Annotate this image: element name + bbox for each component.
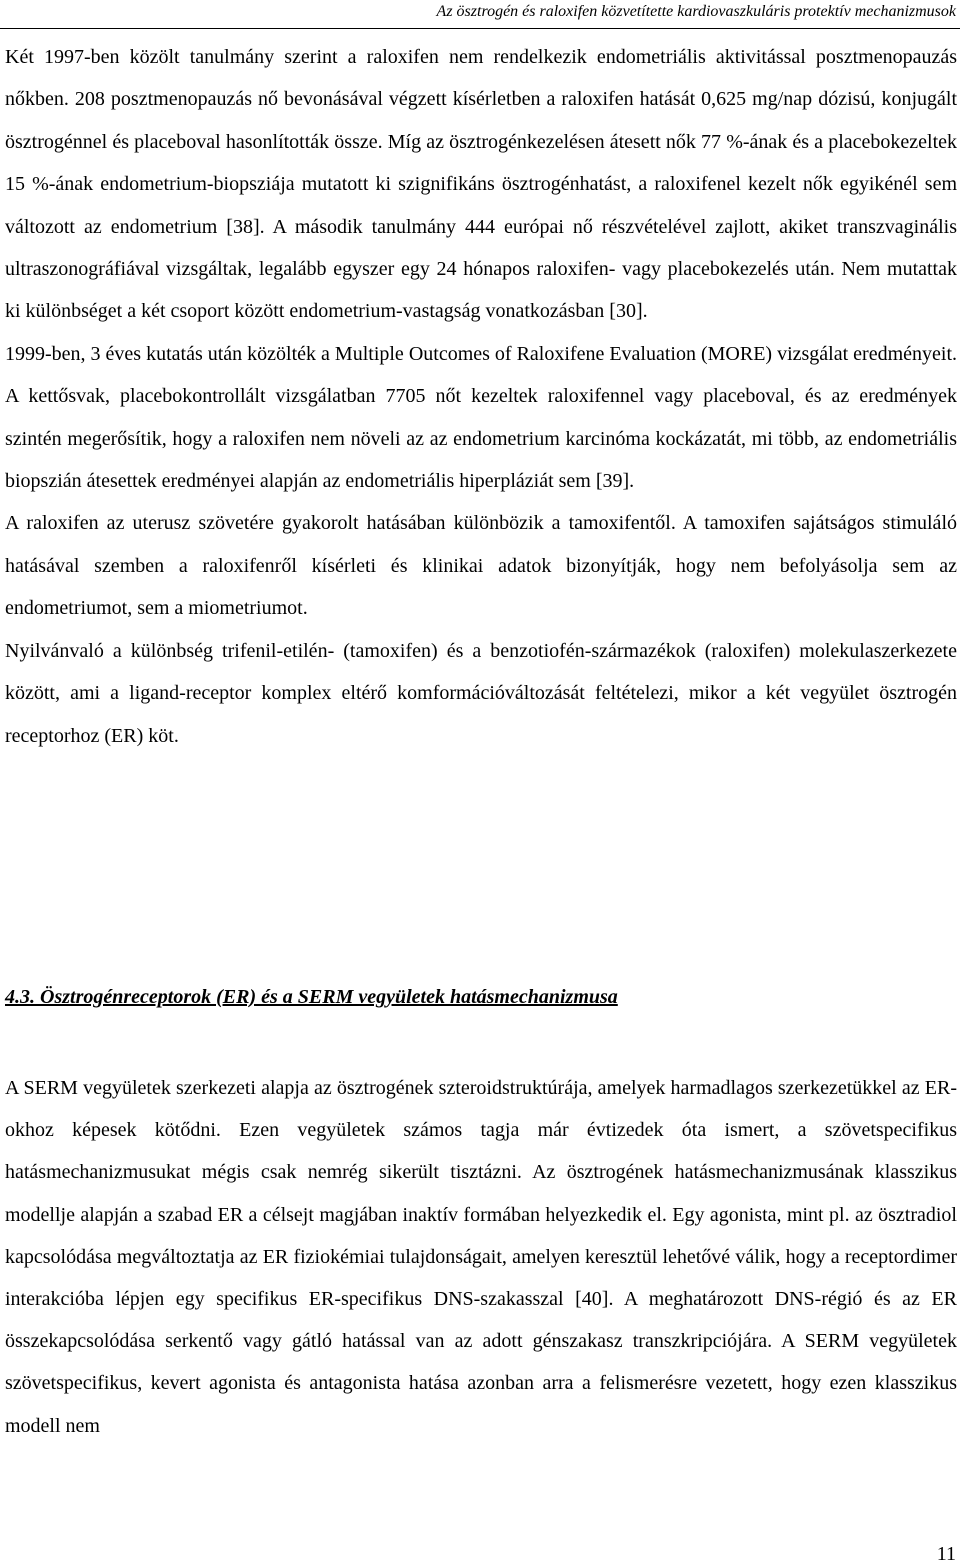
paragraph-more-trial: 1999-ben, 3 éves kutatás után közölték a Multiple Outcomes of Raloxifene Evaluation (MORE) vizsgálat eredményeit. A kettősvak, placebokontrollált vizsgálatban 7705 nőt kezeltek raloxifennel vagy placeboval, és az eredmények szintén megerősítik, hogy a raloxifen nem növeli az az endometrium karcinóma kockázatát, mi több, az endometriális biopszián átesettek eredményei alapján az endometriális hiperpláziát sem [39].: [5, 342, 957, 493]
page-number: 11: [936, 1543, 956, 1565]
header-divider: [0, 28, 960, 29]
paragraph-uterus-effect: A raloxifen az uterusz szövetére gyakorolt hatásában különbözik a tamoxifentől. A tamoxifen sajátságos stimuláló hatásával szemben a raloxifenről kísérleti és klinikai adatok bizonyítják, hogy nem befolyásolja sem az endometriumot, sem a miometriumot.: [5, 512, 957, 620]
paragraph-endometrial-studies: Két 1997-ben közölt tanulmány szerint a raloxifen nem rendelkezik endometriális aktivitással posztmenopauzás nőkben. 208 posztmenopauzás nő bevonásával végzett kísérletben a raloxifen hatását 0,625 mg/nap dózisú, konjugált ösztrogénnel és placeboval hasonlították össze. Míg az ösztrogénkezelésen átesett nők 77 %-ának és a placebokezeltek 15 %-ának endometrium-biopsziája mutatott ki szignifikáns ösztrogénhatást, a raloxifenel kezelt nők egyikénél sem változott az endometrium [38]. A második tanulmány 444 európai nő részvételével zajlott, akiket transzvaginális ultraszonográfiával vizsgáltak, legalább egyszer egy 24 hónapos raloxifen- vagy placebokezelés után. Nem mutattak ki különbséget a két csoport között endometrium-vastagság vonatkozásban [30].: [5, 46, 957, 323]
section-body: [5, 1067, 957, 1447]
paragraph-molecular-structure: Nyilvánvaló a különbség trifenil-etilén- (tamoxifen) és a benzotiofén-származékok (raloxifen) molekulaszerkezete között, ami a ligand-receptor komplex eltérő komformációváltozását feltételezi, mikor a két vegyület ösztrogén receptorhoz (ER) köt.: [5, 639, 957, 747]
section-heading: 4.3. Ösztrogénreceptorok (ER) és a SERM vegyületek hatásmechanizmusa: [5, 986, 618, 1008]
paragraph-serm-mechanism: A SERM vegyületek szerkezeti alapja az ösztrogének szteroidstruktúrája, amelyek harmadlagos szerkezetükkel az ER-okhoz képesek kötődni. Ezen vegyületek számos tagja már évtizedek óta ismert, a szövetspecifikus hatásmechanizmusukat mégis csak nemrég sikerült tisztázni. Az ösztrogének hatásmechanizmusának klasszikus modellje alapján a szabad ER a célsejt magjában inaktív formában helyezkedik el. Egy agonista, mint pl. az ösztradiol kapcsolódása megváltoztatja az ER fiziokémiai tulajdonságait, amelyen keresztül lehetővé válik, hogy a receptordimer interakcióba lépjen egy specifikus ER-specifikus DNS-szakasszal [40]. A meghatározott DNS-régió és az ER összekapcsolódása serkentő vagy gátló hatással van az adott génszakasz transzkripciójára. A SERM vegyületek szövetspecifikus, kevert agonista és antagonista hatása azonban arra a felismerésre vezetett, hogy ezen klasszikus modell nem: [5, 1077, 957, 1437]
body-text: [5, 36, 957, 757]
running-header: Az ösztrogén és raloxifen közvetítette kardiovaszkuláris protektív mechanizmusok: [436, 3, 956, 20]
